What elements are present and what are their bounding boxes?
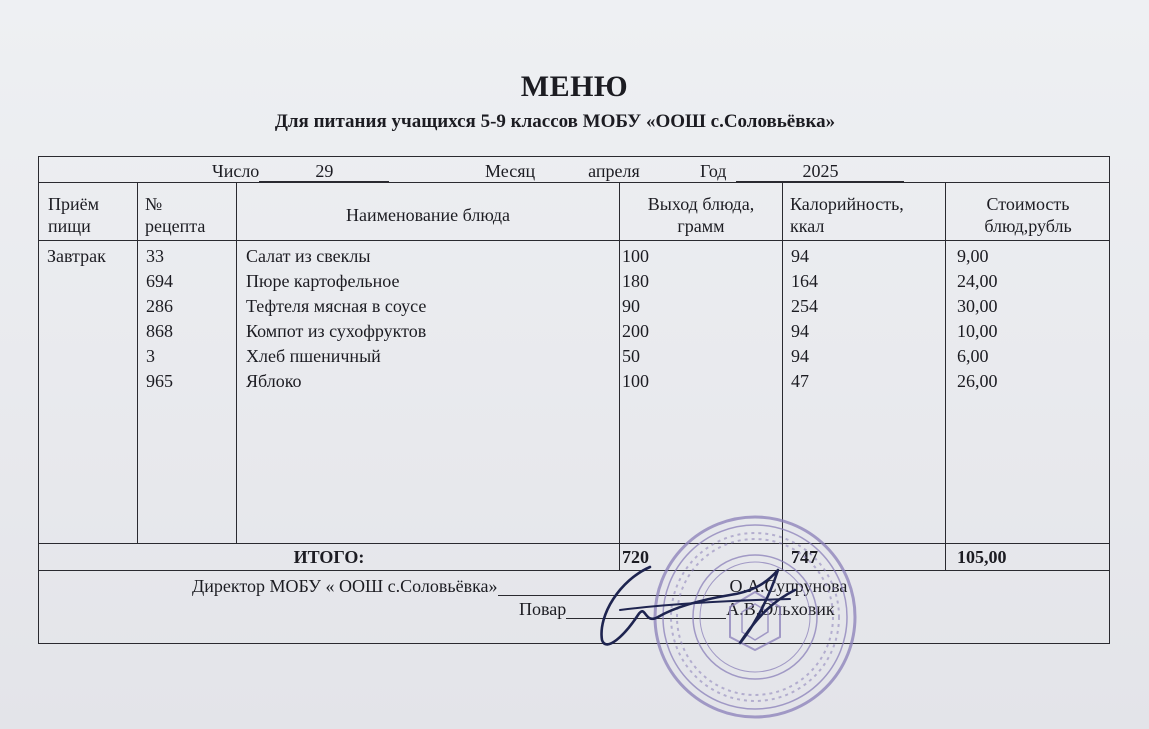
- col-header-recipe: № рецепта: [145, 194, 206, 236]
- totals-calories: 747: [791, 547, 818, 567]
- col-header-meal: Приём пищи: [48, 194, 100, 236]
- dish-calories: 94: [791, 246, 809, 266]
- dish-name: Тефтеля мясная в соусе: [246, 296, 427, 316]
- col-divider-5: [945, 182, 946, 570]
- totals-yield: 720: [622, 547, 649, 567]
- dish-yield: 100: [622, 371, 649, 391]
- dish-cost: 9,00: [957, 246, 989, 266]
- year-field: [700, 161, 904, 182]
- dish-yield: 180: [622, 271, 649, 291]
- dish-yield: 100: [622, 246, 649, 266]
- year-label: Год: [700, 161, 727, 181]
- director-signature-icon: [580, 555, 810, 655]
- dish-name: Салат из свеклы: [246, 246, 371, 266]
- dish-name: Яблоко: [246, 371, 302, 391]
- recipe-number: 286: [146, 296, 173, 316]
- recipe-number: 3: [146, 346, 155, 366]
- month-value: апреля: [588, 161, 640, 181]
- dish-cost: 30,00: [957, 296, 998, 316]
- day-value: 29: [259, 161, 389, 182]
- day-label: Число: [212, 161, 260, 181]
- divider-signatures: [38, 570, 1110, 571]
- month-field: [485, 161, 640, 181]
- page-subtitle: Для питания учащихся 5-9 классов МОБУ «ООШ с.Соловьёвка»: [274, 111, 836, 132]
- col-divider-2: [236, 182, 237, 543]
- director-name: О.А.Супрунова: [729, 576, 848, 596]
- recipe-number: 694: [146, 271, 173, 291]
- col-divider-1: [137, 182, 138, 543]
- divider-date: [38, 182, 1110, 183]
- totals-label: ИТОГО:: [293, 547, 365, 567]
- dish-yield: 50: [622, 346, 640, 366]
- recipe-number: 868: [146, 321, 173, 341]
- dish-yield: 200: [622, 321, 649, 341]
- dish-name: Хлеб пшеничный: [246, 346, 381, 366]
- recipe-number: 965: [146, 371, 173, 391]
- date-row: [212, 161, 389, 182]
- dish-name: Пюре картофельное: [246, 271, 400, 291]
- page-title: МЕНЮ: [520, 70, 629, 103]
- dish-calories: 254: [791, 296, 818, 316]
- col-header-calories: Калорийность, ккал: [790, 194, 904, 236]
- divider-header: [38, 240, 1110, 241]
- dish-cost: 10,00: [957, 321, 998, 341]
- cook-name: А.В.Ольховик: [726, 599, 835, 619]
- cook-label: Повар: [519, 599, 567, 619]
- dish-cost: 6,00: [957, 346, 989, 366]
- year-value: 2025: [736, 161, 904, 182]
- col-divider-3: [619, 182, 620, 570]
- dish-calories: 47: [791, 371, 809, 391]
- dish-cost: 26,00: [957, 371, 998, 391]
- dish-yield: 90: [622, 296, 640, 316]
- director-label: Директор МОБУ « ООШ с.Соловьёвка»: [192, 576, 498, 596]
- recipe-number: 33: [146, 246, 164, 266]
- dish-name: Компот из сухофруктов: [246, 321, 427, 341]
- col-header-dish: Наименование блюда: [345, 205, 510, 225]
- dish-calories: 164: [791, 271, 818, 291]
- dish-calories: 94: [791, 321, 809, 341]
- month-label: Месяц: [485, 161, 536, 181]
- col-header-yield: Выход блюда, грамм: [647, 194, 755, 236]
- col-header-cost: Стоимость блюд,рубль: [984, 194, 1072, 236]
- divider-totals: [38, 543, 1110, 544]
- meal-name: Завтрак: [47, 246, 106, 266]
- dish-cost: 24,00: [957, 271, 998, 291]
- dish-calories: 94: [791, 346, 809, 366]
- totals-cost: 105,00: [957, 547, 1007, 567]
